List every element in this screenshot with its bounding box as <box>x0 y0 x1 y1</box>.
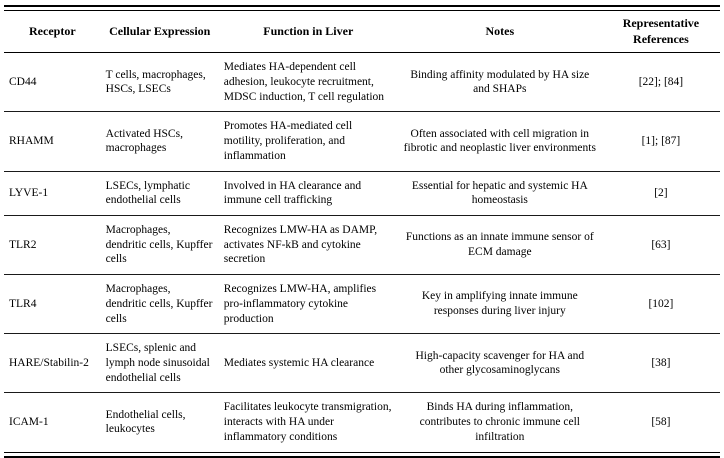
cell-expression: Macrophages, dendritic cells, Kupffer cells <box>101 215 219 274</box>
cell-expression: LSECs, splenic and lymph node sinusoidal endothelial cells <box>101 334 219 393</box>
cell-expression: Endothelial cells, leukocytes <box>101 393 219 452</box>
cell-function: Facilitates leukocyte transmigration, interacts with HA under inflammatory conditions <box>219 393 398 452</box>
cell-notes: Key in amplifying innate immune responses during liver injury <box>398 275 602 334</box>
receptor-table-container <box>4 5 720 458</box>
cell-expression: Activated HSCs, macrophages <box>101 112 219 171</box>
cell-references: [22]; [84] <box>602 53 720 112</box>
cell-function: Mediates HA-dependent cell adhesion, leukocyte recruitment, MDSC induction, T cell regulation <box>219 53 398 112</box>
cell-expression: LSECs, lymphatic endothelial cells <box>101 171 219 215</box>
cell-notes: Binding affinity modulated by HA size and SHAPs <box>398 53 602 112</box>
cell-notes: Functions as an innate immune sensor of ECM damage <box>398 215 602 274</box>
cell-function: Involved in HA clearance and immune cell trafficking <box>219 171 398 215</box>
cell-references: [63] <box>602 215 720 274</box>
cell-expression: T cells, macrophages, HSCs, LSECs <box>101 53 219 112</box>
header-notes: Notes <box>398 11 602 53</box>
cell-expression: Macrophages, dendritic cells, Kupffer cells <box>101 275 219 334</box>
cell-function: Promotes HA-mediated cell motility, proliferation, and inflammation <box>219 112 398 171</box>
cell-references: [1]; [87] <box>602 112 720 171</box>
cell-receptor: ICAM-1 <box>4 393 101 452</box>
table-row <box>4 275 720 334</box>
cell-references: [102] <box>602 275 720 334</box>
cell-notes: Essential for hepatic and systemic HA homeostasis <box>398 171 602 215</box>
cell-receptor: RHAMM <box>4 112 101 171</box>
cell-references: [2] <box>602 171 720 215</box>
cell-function: Recognizes LMW-HA as DAMP, activates NF-kB and cytokine secretion <box>219 215 398 274</box>
cell-references: [58] <box>602 393 720 452</box>
cell-notes: Binds HA during inflammation, contributes to chronic immune cell infiltration <box>398 393 602 452</box>
cell-receptor: HARE/Stabilin-2 <box>4 334 101 393</box>
cell-function: Recognizes LMW-HA, amplifies pro-inflammatory cytokine production <box>219 275 398 334</box>
cell-references: [38] <box>602 334 720 393</box>
cell-receptor: TLR4 <box>4 275 101 334</box>
header-cellular-expression: Cellular Expression <box>101 11 219 53</box>
table-header-row <box>4 11 720 53</box>
cell-receptor: CD44 <box>4 53 101 112</box>
cell-function: Mediates systemic HA clearance <box>219 334 398 393</box>
header-receptor: Receptor <box>4 11 101 53</box>
table-row <box>4 112 720 171</box>
table-row <box>4 171 720 215</box>
header-function-in-liver: Function in Liver <box>219 11 398 53</box>
table-row <box>4 334 720 393</box>
ha-receptor-table <box>4 10 720 453</box>
header-representative-references: Representative References <box>602 11 720 53</box>
cell-receptor: LYVE-1 <box>4 171 101 215</box>
cell-notes: Often associated with cell migration in fibrotic and neoplastic liver environments <box>398 112 602 171</box>
table-row <box>4 215 720 274</box>
cell-notes: High-capacity scavenger for HA and other glycosaminoglycans <box>398 334 602 393</box>
table-row <box>4 53 720 112</box>
table-row <box>4 393 720 452</box>
cell-receptor: TLR2 <box>4 215 101 274</box>
